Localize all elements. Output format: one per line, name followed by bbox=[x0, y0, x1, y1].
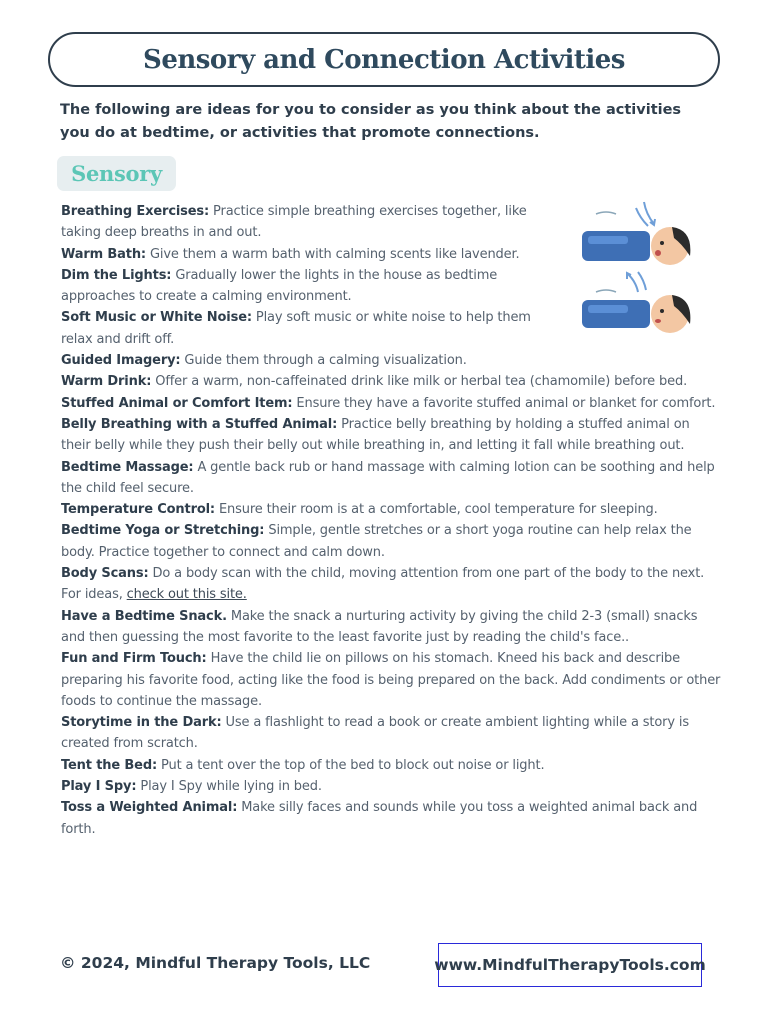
activity-text: Play soft music or white noise to help them relax and drift off. bbox=[61, 310, 531, 347]
copyright-text: © 2024, Mindful Therapy Tools, LLC bbox=[60, 954, 371, 972]
list-item bbox=[61, 265, 556, 308]
list-item bbox=[61, 563, 721, 606]
activity-term: Toss a Weighted Animal: bbox=[61, 800, 238, 816]
activity-term: Warm Drink: bbox=[61, 374, 152, 390]
activity-term: Play I Spy: bbox=[61, 779, 137, 795]
section-badge bbox=[57, 156, 176, 191]
activity-term: Bedtime Yoga or Stretching: bbox=[61, 523, 265, 539]
activity-term: Dim the Lights: bbox=[61, 267, 172, 283]
list-item bbox=[61, 371, 721, 392]
list-item bbox=[61, 520, 721, 563]
list-item bbox=[61, 457, 721, 500]
activity-term: Soft Music or White Noise: bbox=[61, 310, 252, 326]
list-item bbox=[61, 606, 721, 649]
list-item bbox=[61, 648, 721, 712]
website-link[interactable]: www.MindfulTherapyTools.com bbox=[438, 943, 702, 987]
activity-term: Have a Bedtime Snack. bbox=[61, 608, 227, 624]
activity-text: Guide them through a calming visualization. bbox=[180, 353, 467, 369]
exhale-figure bbox=[582, 272, 690, 333]
list-item bbox=[61, 712, 721, 755]
list-item bbox=[61, 797, 721, 840]
activity-term: Tent the Bed: bbox=[61, 757, 158, 773]
activity-text: Use a flashlight to read a book or create ambient lighting while a story is created from scratch. bbox=[61, 715, 689, 752]
activity-text: Give them a warm bath with calming scents like lavender. bbox=[145, 246, 520, 262]
page-title: Sensory and Connection Activities bbox=[143, 44, 625, 75]
activity-text: Gradually lower the lights in the house as bedtime approaches to create a calming environment. bbox=[61, 267, 498, 305]
activity-term: Body Scans: bbox=[61, 566, 149, 582]
activity-term: Temperature Control: bbox=[61, 502, 215, 518]
list-item bbox=[61, 499, 721, 520]
activity-text: Simple, gentle stretches or a short yoga routine can help relax the body. Practice together to connect and calm down. bbox=[61, 523, 692, 560]
list-item bbox=[61, 244, 556, 265]
activity-term: Warm Bath: bbox=[61, 246, 146, 262]
section-title: Sensory bbox=[71, 161, 162, 186]
activity-text: Play I Spy while lying in bed. bbox=[136, 779, 322, 795]
activity-text: Have the child lie on pillows on his stomach. Kneed his back and describe preparing his favorite food, acting like the food is being prepared on the back. Add condiments or other foods to continue the massage. bbox=[61, 651, 721, 709]
list-item bbox=[61, 776, 721, 797]
activity-term: Guided Imagery: bbox=[61, 353, 181, 369]
activity-text: Ensure their room is at a comfortable, cool temperature for sleeping. bbox=[214, 502, 658, 518]
activity-term: Fun and Firm Touch: bbox=[61, 651, 207, 667]
intro-paragraph: The following are ideas for you to consider as you think about the activities you do at bedtime, or activities that promote connections. bbox=[60, 102, 682, 141]
list-item bbox=[61, 393, 721, 414]
activity-text: A gentle back rub or hand massage with calming lotion can be soothing and help the child feel secure. bbox=[61, 459, 715, 496]
activity-term: Storytime in the Dark: bbox=[61, 715, 222, 731]
activity-text: Ensure they have a favorite stuffed animal or blanket for comfort. bbox=[292, 395, 716, 411]
title-banner bbox=[48, 32, 720, 87]
list-item bbox=[61, 201, 556, 244]
activity-term: Breathing Exercises: bbox=[61, 204, 210, 219]
list-item bbox=[61, 307, 556, 350]
activity-term: Bedtime Massage: bbox=[61, 459, 194, 475]
breathing-child-illustration bbox=[576, 196, 700, 336]
body-scan-link[interactable]: check out this site. bbox=[126, 587, 247, 603]
list-item bbox=[61, 755, 721, 776]
activity-text: Practice belly breathing by holding a stuffed animal on their belly while they push their belly out while breathing in, and letting it fall while breathing out. bbox=[61, 416, 690, 454]
activity-term: Belly Breathing with a Stuffed Animal: bbox=[61, 416, 338, 432]
activity-text: Make the snack a nurturing activity by giving the child 2-3 (small) snacks and then guessing the most favorite to the least favorite just by reading the child's face.. bbox=[61, 608, 698, 645]
activity-text: Make silly faces and sounds while you toss a weighted animal back and forth. bbox=[61, 800, 698, 837]
activity-text: Practice simple breathing exercises together, like taking deep breaths in and out. bbox=[61, 204, 527, 241]
list-item bbox=[61, 350, 721, 371]
activity-text: Put a tent over the top of the bed to block out noise or light. bbox=[157, 757, 545, 773]
activity-term: Stuffed Animal or Comfort Item: bbox=[61, 395, 293, 411]
list-item bbox=[61, 414, 721, 457]
activity-text: Offer a warm, non-caffeinated drink like milk or herbal tea (chamomile) before bed. bbox=[151, 374, 688, 390]
activity-text: Do a body scan with the child, moving attention from one part of the body to the next. For ideas, bbox=[61, 566, 705, 603]
inhale-figure bbox=[582, 202, 690, 265]
